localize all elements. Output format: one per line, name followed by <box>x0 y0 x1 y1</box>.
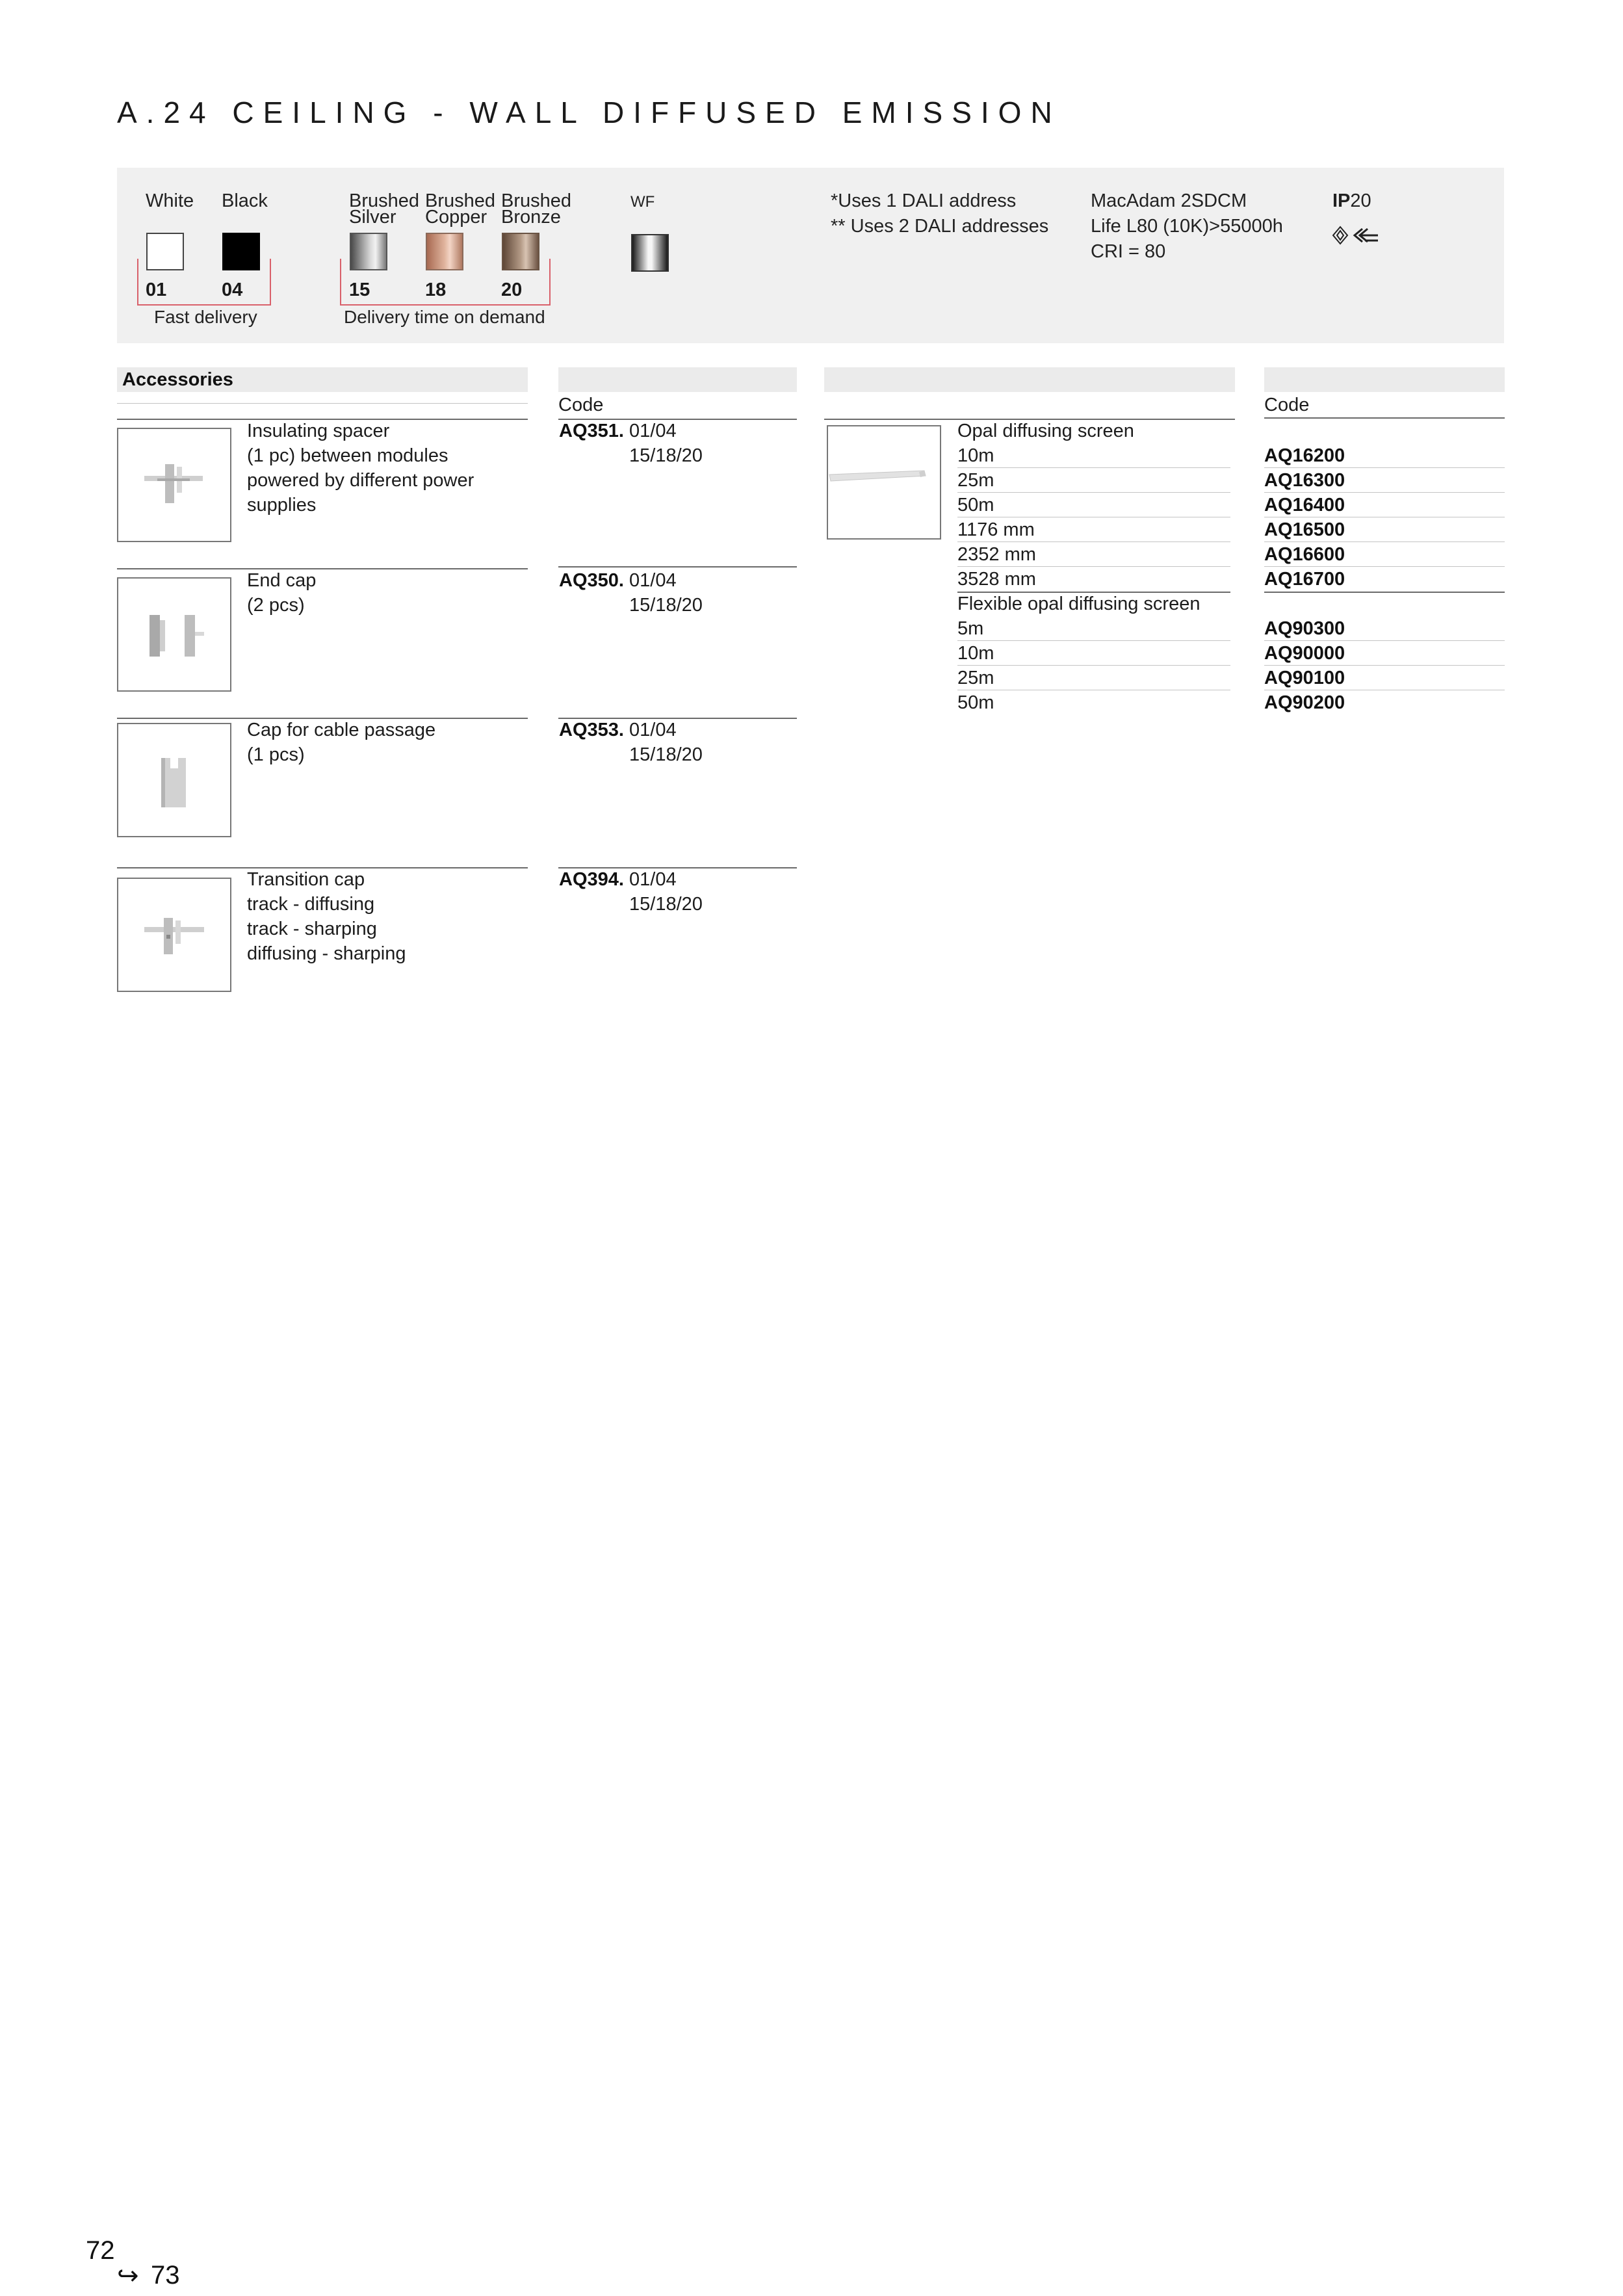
macadam-spec: MacAdam 2SDCM <box>1091 190 1247 211</box>
accessories-code-header: Code <box>558 395 604 415</box>
swatch-label-copper-2: Copper <box>425 207 487 228</box>
accessory-name: Transition cap <box>247 869 365 890</box>
next-page-link[interactable]: 73 <box>151 2261 180 2289</box>
flexible-screen-name: Flexible opal diffusing screen <box>957 594 1201 614</box>
row-divider <box>957 467 1230 468</box>
insulating-spacer-image <box>118 429 230 541</box>
item-2-rule <box>117 568 528 569</box>
screens-code-top-rule <box>1264 417 1505 419</box>
screen-size: 1176 mm <box>957 519 1035 540</box>
screen-size: 10m <box>957 445 994 466</box>
screen-code: AQ90000 <box>1264 643 1345 664</box>
screen-size: 25m <box>957 470 994 491</box>
screen-size: 25m <box>957 668 994 688</box>
next-page-arrow-icon[interactable]: ↪ <box>117 2262 139 2290</box>
swatch-code-01: 01 <box>146 280 167 300</box>
swatch-label-bronze-2: Bronze <box>501 207 561 228</box>
transition-cap-thumbnail <box>117 878 231 992</box>
opal-screen-name: Opal diffusing screen <box>957 421 1134 441</box>
row-divider <box>957 640 1230 641</box>
section-divider <box>1264 592 1505 593</box>
page-number: 72 <box>86 2236 115 2265</box>
insulating-spacer-thumbnail <box>117 428 231 542</box>
screen-size: 5m <box>957 618 984 639</box>
accessory-variant: 01/04 <box>629 869 677 890</box>
accessory-variant: 15/18/20 <box>629 445 703 466</box>
screen-size: 10m <box>957 643 994 664</box>
dali-2-note: ** Uses 2 DALI addresses <box>831 216 1049 237</box>
swatch-label-wf: WF <box>630 193 655 211</box>
accessories-code-band <box>558 367 797 392</box>
end-cap-thumbnail <box>117 577 231 692</box>
cable-cap-thumbnail <box>117 723 231 837</box>
accessory-variant: 15/18/20 <box>629 595 703 616</box>
accessory-desc-line: (1 pcs) <box>247 744 305 765</box>
ip-rating <box>1332 189 1371 214</box>
life-spec: Life L80 (10K)>55000h <box>1091 216 1283 237</box>
screen-code: AQ16600 <box>1264 544 1345 565</box>
opal-screen-image <box>828 426 940 538</box>
screen-code: AQ16300 <box>1264 470 1345 491</box>
accessory-variant: 01/04 <box>629 570 677 591</box>
page-title: A.24 CEILING - WALL DIFFUSED EMISSION <box>117 96 1061 129</box>
screen-size: 2352 mm <box>957 544 1036 565</box>
accessories-header: Accessories <box>122 369 233 390</box>
swatch-code-04: 04 <box>222 280 243 300</box>
accessory-code: AQ353. <box>559 720 624 740</box>
accessory-code: AQ351. <box>559 421 624 441</box>
screen-code: AQ90300 <box>1264 618 1345 639</box>
swatch-label-silver-2: Silver <box>349 207 396 228</box>
screen-code: AQ90100 <box>1264 668 1345 688</box>
fast-delivery-label: Fast delivery <box>154 307 257 327</box>
end-cap-image <box>118 579 230 690</box>
ip-value: 20 <box>1350 190 1371 211</box>
accessory-desc-line: powered by different power <box>247 470 474 491</box>
swatch-label-white: White <box>146 190 194 211</box>
swatch-label-black: Black <box>222 190 268 211</box>
accessory-name: Insulating spacer <box>247 421 390 441</box>
accessory-desc-line: track - sharping <box>247 919 377 939</box>
swatch-label-copper-1: Brushed <box>425 190 496 211</box>
cri-spec: CRI = 80 <box>1091 241 1166 262</box>
certification-icons <box>1331 225 1383 246</box>
enec-mark-icon <box>1333 227 1347 244</box>
f-mark-icon <box>1355 229 1378 242</box>
swatch-label-bronze-1: Brushed <box>501 190 572 211</box>
accessory-variant: 01/04 <box>629 720 677 740</box>
screens-code-header: Code <box>1264 395 1310 415</box>
screen-code: AQ16500 <box>1264 519 1345 540</box>
finishes-panel <box>117 168 1504 343</box>
accessory-code: AQ394. <box>559 869 624 890</box>
swatch-code-20: 20 <box>501 280 523 300</box>
accessory-variant: 15/18/20 <box>629 744 703 765</box>
accessory-name: End cap <box>247 570 317 591</box>
screen-size: 50m <box>957 495 994 515</box>
swatch-label-silver-1: Brushed <box>349 190 420 211</box>
accessory-desc-line: supplies <box>247 495 317 515</box>
accessory-name: Cap for cable passage <box>247 720 436 740</box>
row-divider <box>957 665 1230 666</box>
dali-1-note: *Uses 1 DALI address <box>831 190 1017 211</box>
accessory-desc-line: diffusing - sharping <box>247 943 406 964</box>
screen-code: AQ16700 <box>1264 569 1345 590</box>
item-2-code-rule <box>558 566 797 567</box>
accessory-desc-line: (2 pcs) <box>247 595 305 616</box>
screen-size: 50m <box>957 692 994 713</box>
opal-screen-thumbnail <box>827 425 941 540</box>
ip-label: IP <box>1332 190 1351 211</box>
swatch-code-18: 18 <box>425 280 447 300</box>
cable-cap-image <box>118 724 230 836</box>
screens-header-band <box>824 367 1235 392</box>
accessory-code: AQ350. <box>559 570 624 591</box>
row-divider <box>957 492 1230 493</box>
screen-code: AQ90200 <box>1264 692 1345 713</box>
accessory-desc-line: (1 pc) between modules <box>247 445 448 466</box>
screen-size: 3528 mm <box>957 569 1036 590</box>
accessories-subrule <box>117 403 528 404</box>
screen-code: AQ16200 <box>1264 445 1345 466</box>
transition-cap-image <box>118 879 230 991</box>
accessory-variant: 15/18/20 <box>629 894 703 915</box>
swatch-wf[interactable] <box>631 234 669 272</box>
on-demand-label: Delivery time on demand <box>344 307 545 327</box>
accessory-desc-line: track - diffusing <box>247 894 375 915</box>
swatch-code-15: 15 <box>349 280 370 300</box>
accessory-variant: 01/04 <box>629 421 677 441</box>
screens-code-band <box>1264 367 1505 392</box>
screen-code: AQ16400 <box>1264 495 1345 515</box>
